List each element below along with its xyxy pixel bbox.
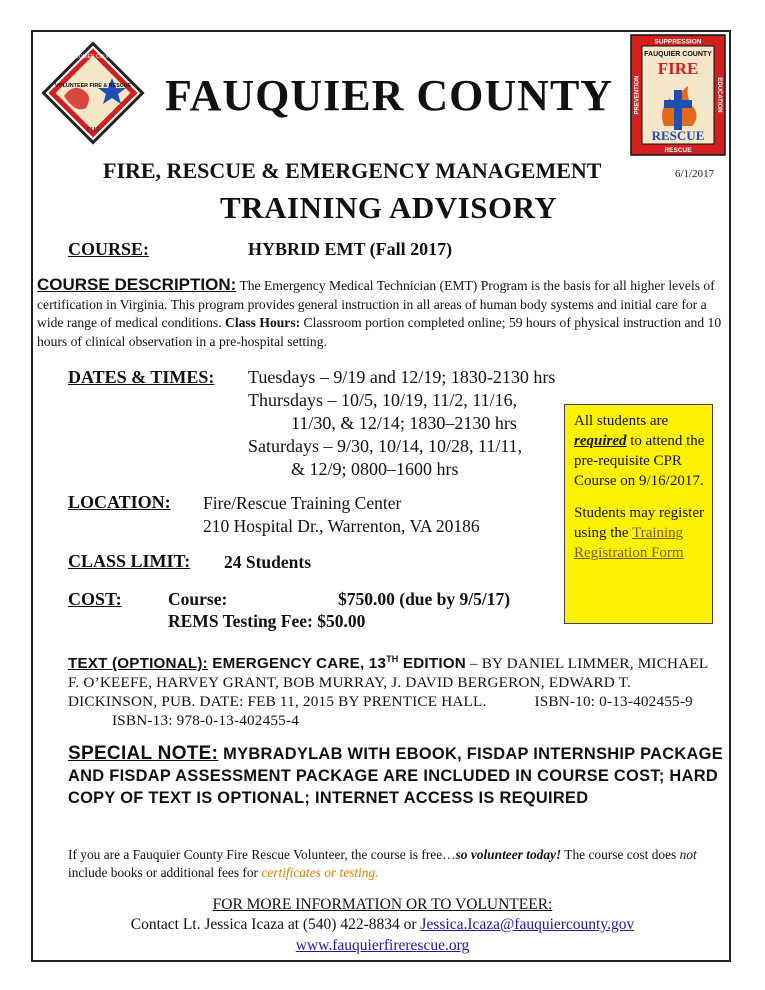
special-note-text: MYBRADYLAB WITH EBOOK, FISDAP INTERNSHIP PACKAGE AND FISDAP ASSESSMENT PACKAGE ARE INCLUDED IN COURSE COST; HARD COPY OF TEXT IS OPTIONAL; INTERNET ACCESS IS REQUIRED bbox=[68, 745, 723, 807]
course-description-text: The Emergency Medical Technician (EMT) Program is the basis for all higher levels of certification in Virginia. This program provides general instruction in all areas of human body systems and initial care for a wide range of medical conditions. bbox=[37, 278, 715, 330]
footer-website-row bbox=[0, 937, 765, 955]
class-limit-value: 24 Students bbox=[224, 552, 312, 572]
training-registration-form-link[interactable]: Training Registration Form bbox=[574, 525, 684, 561]
callout-required: required bbox=[574, 433, 627, 449]
schedule-line: 11/30, & 12/14; 1830–2130 hrs bbox=[291, 413, 517, 433]
department-title: FIRE, RESCUE & EMERGENCY MANAGEMENT bbox=[103, 158, 602, 183]
text-book-title: EMERGENCY CARE, 13 bbox=[207, 655, 387, 673]
volunteer-emphasis: so volunteer today! bbox=[455, 847, 562, 862]
course-name: HYBRID EMT (Fall 2017) bbox=[248, 239, 453, 259]
volunteer-fire-rescue-logo bbox=[34, 34, 152, 152]
left-logo-bottom-text: FHS bbox=[86, 126, 100, 134]
footer-contact bbox=[0, 916, 765, 934]
location-line2: 210 Hospital Dr., Warrenton, VA 20186 bbox=[203, 516, 480, 536]
footer-heading: FOR MORE INFORMATION OR TO VOLUNTEER: bbox=[212, 896, 553, 913]
isbn-10: ISBN-10: 0-13-402455-9 bbox=[534, 693, 693, 711]
county-title: FAUQUIER COUNTY bbox=[165, 71, 614, 120]
badge-band-right: EDUCATION bbox=[716, 77, 722, 113]
advisory-title: TRAINING ADVISORY bbox=[220, 190, 558, 225]
advisory-date: 6/1/2017 bbox=[675, 168, 715, 180]
badge-band-top: SUPPRESSION bbox=[654, 38, 702, 46]
callout-text: to attend the pre-requisite CPR Course on 9/16/2017. bbox=[574, 433, 705, 489]
cpr-requirement-callout bbox=[564, 404, 713, 624]
text-book-edition-sup: TH bbox=[386, 654, 399, 664]
text-optional-block bbox=[68, 650, 708, 730]
schedule-line: Thursdays – 10/5, 10/19, 11/2, 11/16, bbox=[248, 390, 518, 410]
badge-fire: FIRE bbox=[657, 59, 699, 78]
text-book-authors: – BY DANIEL LIMMER, MICHAEL F. O’KEEFE, HARVEY GRANT, BOB MURRAY, J. DAVID BERGERON, EDWARD T. DICKINSON, PUB. DATE: FEB 11, 2015 BY PRENTICE HALL. bbox=[68, 655, 708, 711]
cost-course-label: Course: bbox=[168, 589, 228, 609]
dates-times-label: DATES & TIMES: bbox=[68, 367, 215, 387]
footer-contact-text: Contact Lt. Jessica Icaza at (540) 422-8834 or bbox=[130, 916, 421, 933]
class-hours-text: Classroom portion completed online; 59 hours of physical instruction and 10 hours of clinical observation in a pre-hospital setting. bbox=[37, 315, 722, 349]
class-limit-label: CLASS LIMIT: bbox=[68, 551, 191, 571]
left-logo-top-text: FAUQUIER COUNTY bbox=[68, 54, 118, 60]
volunteer-text: include books or additional fees for bbox=[68, 865, 262, 880]
cost-label: COST: bbox=[68, 589, 122, 609]
rems-testing-fee: REMS Testing Fee: $50.00 bbox=[168, 611, 366, 631]
callout-text: Students may register using the bbox=[574, 505, 704, 541]
callout-text: All students are bbox=[574, 413, 669, 429]
special-note bbox=[68, 743, 728, 809]
website-link[interactable]: www.fauquierfirerescue.org bbox=[295, 937, 470, 954]
badge-county: FAUQUIER COUNTY bbox=[644, 51, 712, 58]
text-book-edition: EDITION bbox=[398, 655, 466, 673]
fire-rescue-badge-logo bbox=[630, 34, 726, 156]
text-optional-label: TEXT (OPTIONAL): bbox=[68, 655, 208, 673]
location-label: LOCATION: bbox=[68, 492, 171, 512]
left-logo-mid-text: VOLUNTEER FIRE & RESCUE bbox=[54, 83, 132, 89]
volunteer-certificates: certificates or testing. bbox=[261, 865, 379, 880]
contact-email-link[interactable]: Jessica.Icaza@fauquiercounty.gov bbox=[420, 916, 635, 933]
badge-rescue: RESCUE bbox=[651, 128, 705, 143]
schedule-line: & 12/9; 0800–1600 hrs bbox=[291, 459, 459, 479]
isbn-13: ISBN-13: 978-0-13-402455-4 bbox=[112, 712, 300, 730]
class-hours-label: Class Hours: bbox=[225, 315, 301, 330]
location-line1: Fire/Rescue Training Center bbox=[203, 493, 402, 513]
volunteer-text: The course cost does bbox=[561, 847, 680, 862]
badge-band-bottom: RESCUE bbox=[664, 147, 692, 154]
badge-band-left: PREVENTION bbox=[634, 75, 641, 115]
schedule-line: Tuesdays – 9/19 and 12/19; 1830-2130 hrs bbox=[248, 367, 556, 387]
volunteer-text: If you are a Fauquier County Fire Rescue Volunteer, the course is free… bbox=[68, 847, 456, 862]
cost-course-value: $750.00 (due by 9/5/17) bbox=[338, 589, 511, 609]
volunteer-not: not bbox=[679, 847, 697, 862]
schedule-line: Saturdays – 9/30, 10/14, 10/28, 11/11, bbox=[248, 436, 523, 456]
volunteer-note bbox=[68, 846, 718, 882]
course-description bbox=[37, 276, 727, 351]
course-description-label: COURSE DESCRIPTION: bbox=[37, 275, 237, 294]
course-label: COURSE: bbox=[68, 239, 150, 259]
special-note-label: SPECIAL NOTE: bbox=[68, 743, 219, 764]
